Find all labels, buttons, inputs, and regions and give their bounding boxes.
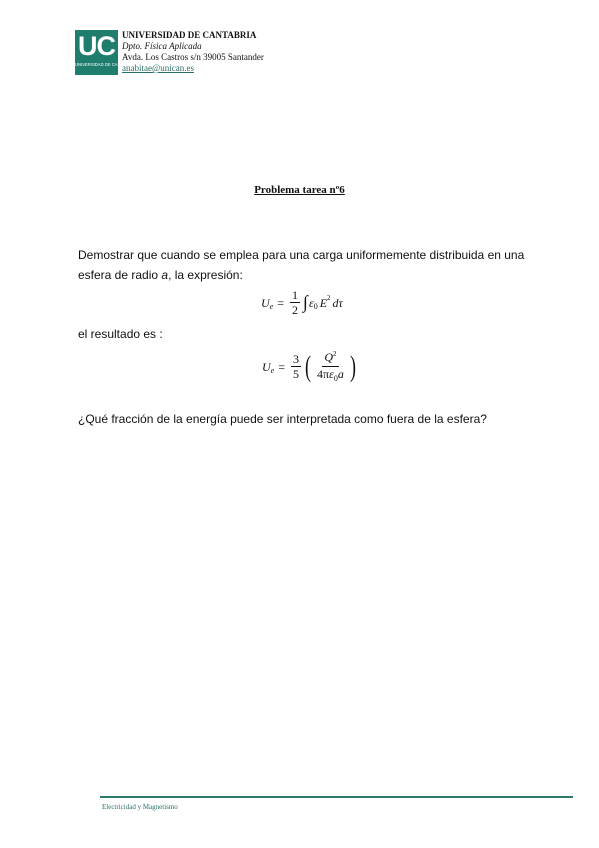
right-paren: ): [349, 350, 356, 383]
energy-integral-equation: [261, 286, 343, 320]
eq-U: U: [261, 295, 270, 310]
eq-fraction-half: [290, 289, 300, 317]
statement-text: esfera de radio: [78, 268, 162, 282]
eq2-fraction-charge: [315, 351, 346, 383]
eq-numerator: 1: [292, 288, 299, 302]
university-logo: [75, 30, 136, 75]
eq2-numerator: 3: [293, 352, 300, 366]
statement-text-end: , la expresión:: [168, 268, 243, 282]
eq2-U: U: [262, 359, 271, 374]
university-name: UNIVERSIDAD DE CANTABRIA: [122, 30, 257, 40]
result-equation: [262, 347, 358, 387]
integral-symbol: ∫: [303, 291, 308, 312]
eq2-Q: Q: [324, 350, 333, 364]
eq-equals: =: [277, 295, 285, 310]
department-name: Dpto. Física Aplicada: [122, 41, 202, 51]
eq-sup-2: 2: [327, 294, 331, 302]
eq2-four-pi: 4π: [317, 367, 330, 381]
eq-denominator: 2: [292, 303, 299, 317]
statement-line-2: [78, 265, 524, 285]
email-link[interactable]: anabitae@unican.es: [122, 63, 195, 73]
eq2-equals: =: [278, 359, 286, 374]
problem-statement: [78, 245, 524, 285]
left-paren: (: [305, 350, 312, 383]
question-text: ¿Qué fracción de la energía puede ser interpretada como fuera de la esfera?: [78, 412, 487, 426]
eq2-sub-zero: 0: [333, 374, 338, 383]
eq-sub-e: e: [269, 301, 274, 311]
eq-E: E: [319, 295, 328, 310]
letterhead: [122, 30, 264, 74]
eq2-epsilon: ε: [329, 367, 334, 381]
eq2-charge-numerator: [322, 351, 338, 367]
eq2-fraction-three-fifths: [291, 353, 301, 381]
logo-name: UNIVERSIDAD DE CANTABRIA: [75, 62, 136, 67]
footer-course: Electricidad y Magnetismo: [102, 803, 178, 811]
eq2-denominator: 5: [293, 367, 300, 381]
radius-variable: a: [161, 268, 169, 282]
statement-line-1: Demostrar que cuando se emplea para una carga uniformemente distribuida en una: [78, 248, 525, 262]
eq2-sub-e: e: [270, 365, 275, 375]
footer-divider: [100, 796, 573, 798]
eq2-charge-denominator: [315, 367, 346, 383]
eq2-a: a: [337, 367, 344, 381]
eq2-sup-2: 2: [333, 350, 337, 358]
problem-title: Problema tarea nº6: [254, 184, 345, 196]
eq-epsilon: ε: [308, 295, 314, 310]
eq-dtau: dτ: [332, 295, 343, 310]
logo-mark: UC: [78, 31, 115, 61]
result-intro: el resultado es :: [78, 327, 163, 341]
address: Avda. Los Castros s/n 39005 Santander: [122, 52, 264, 62]
eq-sub-zero: 0: [313, 301, 318, 311]
